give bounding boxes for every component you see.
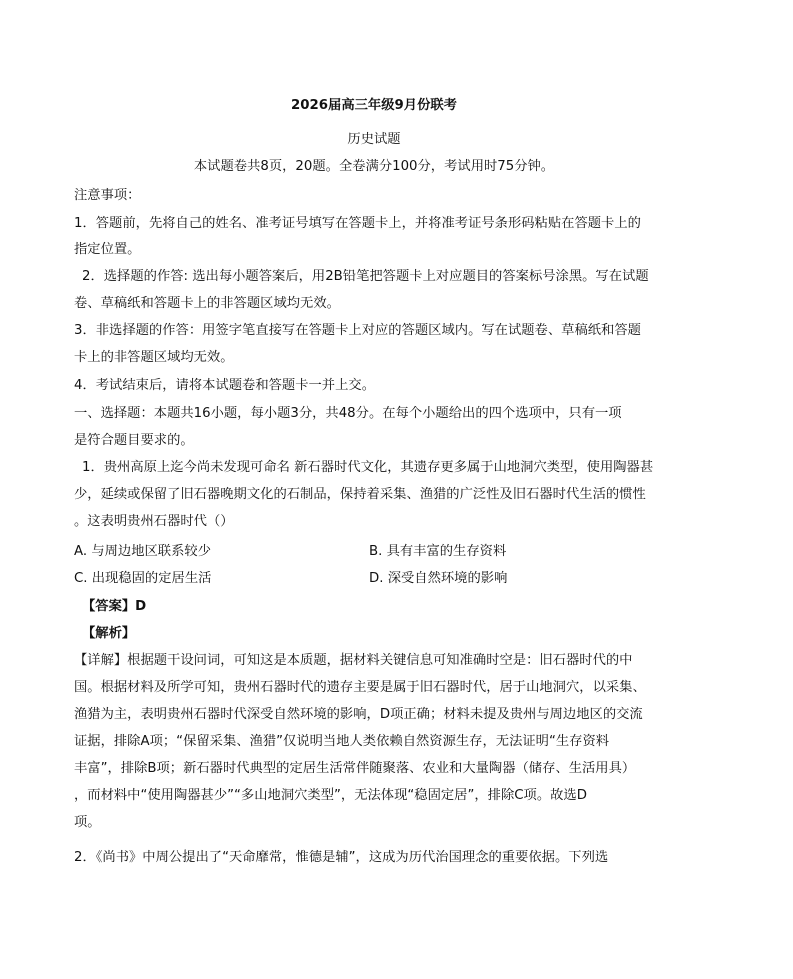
section-heading-line-2: 是符合题目要求的。 xyxy=(74,433,194,448)
note-2-line-1: 2．选择题的作答: 选出每小题答案后，用2B铅笔把答题卡上对应题目的答案标号涂黑。写在试题 xyxy=(82,269,649,284)
q1-option-b: B. 具有丰富的生存资料 xyxy=(369,544,507,559)
q1-stem-line-2: 少，延续或保留了旧石器晚期文化的石制品，保持着采集、渔猎的广泛性及旧石器时代生活的惯性 xyxy=(74,487,646,502)
subject-title: 历史试题 xyxy=(347,132,401,147)
exam-info: 本试题卷共8页，20题。全卷满分100分，考试用时75分钟。 xyxy=(193,159,555,174)
q1-option-a: A. 与周边地区联系较少 xyxy=(74,544,211,559)
note-1-line-2: 指定位置。 xyxy=(74,242,141,257)
note-1-line-1: 1．答题前，先将自己的姓名、准考证号填写在答题卡上，并将准考证号条形码粘贴在答题卡上的 xyxy=(74,216,641,231)
exam-title: 2026届高三年级9月份联考 xyxy=(291,98,457,113)
q1-option-c: C. 出现稳固的定居生活 xyxy=(74,571,212,586)
q1-option-d: D. 深受自然环境的影响 xyxy=(369,571,508,586)
notes-heading: 注意事项： xyxy=(74,188,141,203)
q1-analysis-label: 【解析】 xyxy=(82,626,136,641)
q1-detail-line-1: 【详解】根据题干设问词，可知这是本质题，据材料关键信息可知准确时空是：旧石器时代的中 xyxy=(74,653,633,668)
q1-stem-line-1: 1．贵州高原上迄今尚未发现可命名 新石器时代文化，其遗存更多属于山地洞穴类型，使用陶器甚 xyxy=(82,460,654,475)
q1-detail-line-3: 渔猎为主，表明贵州石器时代深受自然环境的影响，D项正确；材料未提及贵州与周边地区的交流 xyxy=(74,707,643,722)
note-2-line-2: 卷、草稿纸和答题卡上的非答题区域均无效。 xyxy=(74,296,340,311)
note-3-line-1: 3．非选择题的作答：用签字笔直接写在答题卡上对应的答题区域内。写在试题卷、草稿纸和答题 xyxy=(74,323,641,338)
q1-detail-line-4: 证据，排除A项；“保留采集、渔猎”仅说明当地人类依赖自然资源生存，无法证明“生存资料 xyxy=(74,734,610,749)
q1-detail-line-7: 项。 xyxy=(74,815,101,830)
q1-stem-line-3: 。这表明贵州石器时代（） xyxy=(74,514,234,529)
note-3-line-2: 卡上的非答题区域均无效。 xyxy=(74,350,234,365)
q1-detail-line-6: ，而材料中“使用陶器甚少”“多山地洞穴类型”，无法体现“稳固定居”，排除C项。故选D xyxy=(74,788,587,803)
section-heading-line-1: 一、选择题：本题共16小题，每小题3分，共48分。在每个小题给出的四个选项中，只有一项 xyxy=(74,406,622,421)
q2-stem-line-1: 2．《尚书》中周公提出了“天命靡常，惟德是辅”，这成为历代治国理念的重要依据。下列选 xyxy=(74,850,609,865)
note-4-line-1: 4．考试结束后，请将本试题卷和答题卡一并上交。 xyxy=(74,378,375,393)
q1-answer: 【答案】D xyxy=(82,599,147,614)
q1-detail-line-5: 丰富”，排除B项；新石器时代典型的定居生活常伴随聚落、农业和大量陶器（储存、生活用具） xyxy=(74,761,636,776)
q1-detail-line-2: 国。根据材料及所学可知，贵州石器时代的遗存主要是属于旧石器时代，居于山地洞穴，以采集、 xyxy=(74,680,646,695)
